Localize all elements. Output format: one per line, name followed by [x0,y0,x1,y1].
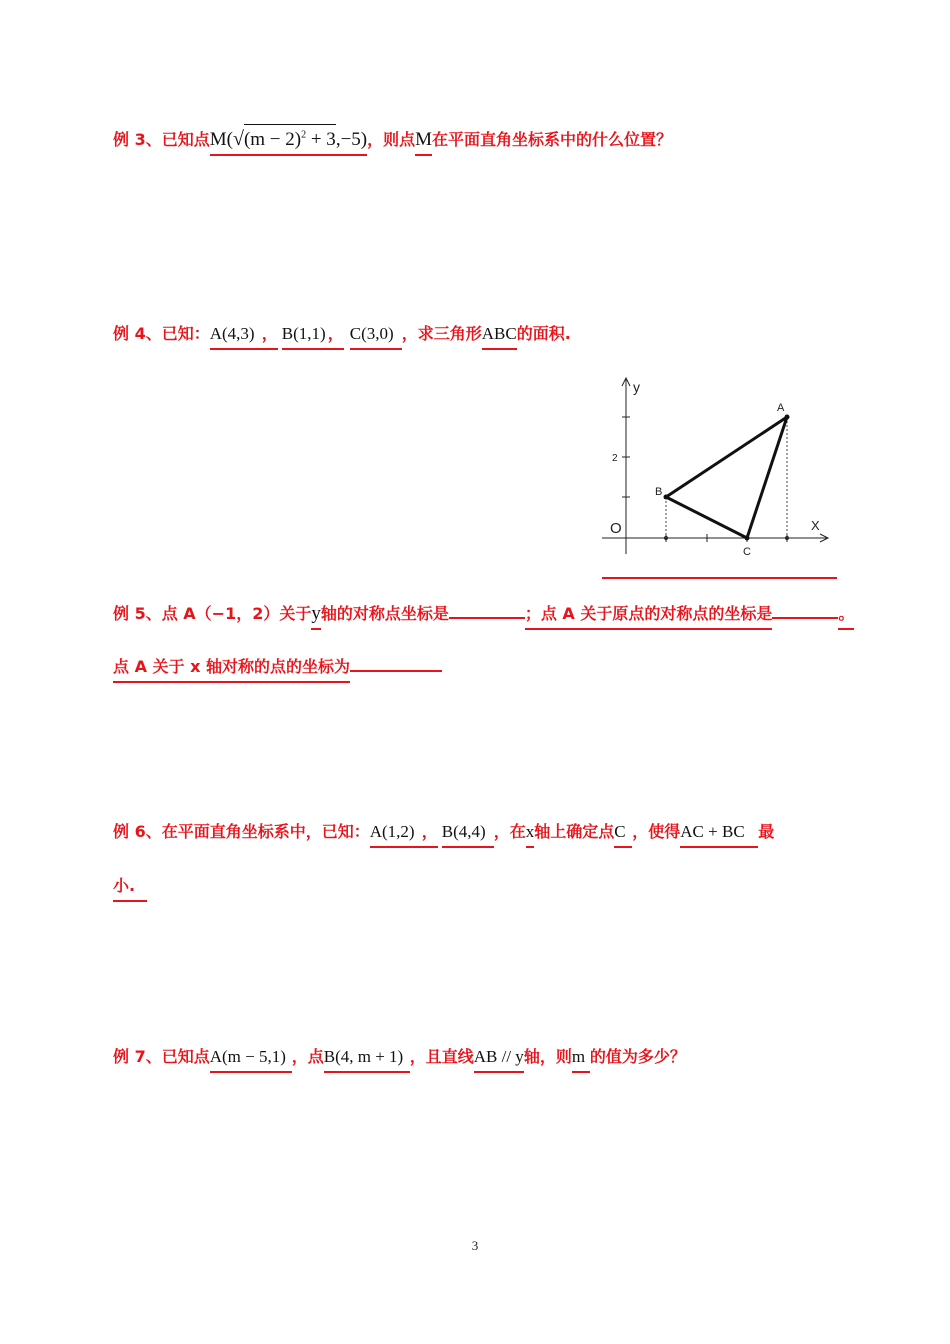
ex6-expr: AC + BC [680,818,758,848]
tick-2-label: 2 [612,453,618,464]
example-5-line-2 [113,648,442,676]
point-c-label: C [743,546,751,558]
ex7-m: m [572,1043,590,1073]
ex5-y: y [311,600,321,630]
ex7-label: 例 7、已知点 [113,1047,210,1066]
ex4-point-a: A(4,3) [210,320,262,350]
ex7-t1: ，点 [291,1047,324,1066]
ex7-t3: 轴，则 [523,1047,572,1066]
ex3-tail: 在平面直角坐标系中的什么位置？ [432,130,673,149]
ex5-t3: 。 [838,600,854,630]
example-4 [113,320,571,348]
ex5-label: 例 5、点 A（−1，2）关于 [113,604,312,623]
figure-underline [602,577,837,579]
ex5-line2: 点 A 关于 x 轴对称的点的坐标为 [113,653,350,683]
ex6-t3: ，使得 [632,822,681,841]
ex6-t1: ，在 [493,822,526,841]
ex6-x: x [526,818,535,848]
point-b-label: B [655,486,663,498]
ex6-point-a: A(1,2) [370,818,422,848]
example-5 [113,595,854,623]
ex5-t1: 轴的对称点坐标是 [320,604,449,623]
ex5-blank-3 [350,648,442,672]
ex6-sep1: ， [422,818,438,848]
ex4-mid: ，求三角形 [401,324,482,343]
ex6-t2: 轴上确定点 [534,822,615,841]
origin-label: O [610,520,622,537]
point-c-dot [745,536,750,541]
ex7-ab: AB // y [474,1043,524,1073]
ex7-t2: ，且直线 [409,1047,474,1066]
axis-x-label: X [811,518,820,533]
ex3-point-m-expr: $M(√(m - 2)^2 + 3,-5)$ [210,124,367,156]
ex6-point-b: B(4,4) [442,818,494,848]
ex6-line2: 小. [113,872,147,902]
coordinate-figure [598,372,838,562]
ex6-label: 例 6、在平面直角坐标系中，已知： [113,822,370,841]
ex4-tail: 的面积. [516,324,571,343]
ex5-blank-2 [772,595,838,619]
ex7-point-a: A(m − 5,1) [210,1043,292,1073]
ex5-t2: ；点 A 关于原点的对称点的坐标是 [525,600,773,630]
example-6-line-2 [113,872,147,900]
ex7-t4: 的值为多少？ [589,1047,686,1066]
ex4-point-c: C(3,0) [350,320,402,350]
point-a-label: A [777,402,785,414]
example-3 [113,124,672,152]
ex6-c: C [614,818,632,848]
ex5-blank-1 [449,595,525,619]
example-7 [113,1043,686,1071]
triangle-abc [666,417,787,538]
ex4-sep1: ， [262,320,278,350]
point-b-dot [664,495,669,500]
axis-y-label: y [633,379,640,395]
ex4-label: 例 4、已知： [113,324,210,343]
ex4-point-b: B(1,1) [282,320,328,350]
ex3-label: 例 3、已知点 [113,130,210,149]
ex3-mid: ，则点 [367,130,416,149]
ex4-abc: ABC [482,320,517,350]
example-6 [113,818,774,846]
page-number: 3 [471,1238,479,1253]
ex4-sep2: ， [328,320,344,350]
ex6-t4: 最 [758,822,775,841]
point-a-dot [785,415,790,420]
ex3-m: M [415,126,432,156]
ex7-point-b: B(4, m + 1) [324,1043,410,1073]
